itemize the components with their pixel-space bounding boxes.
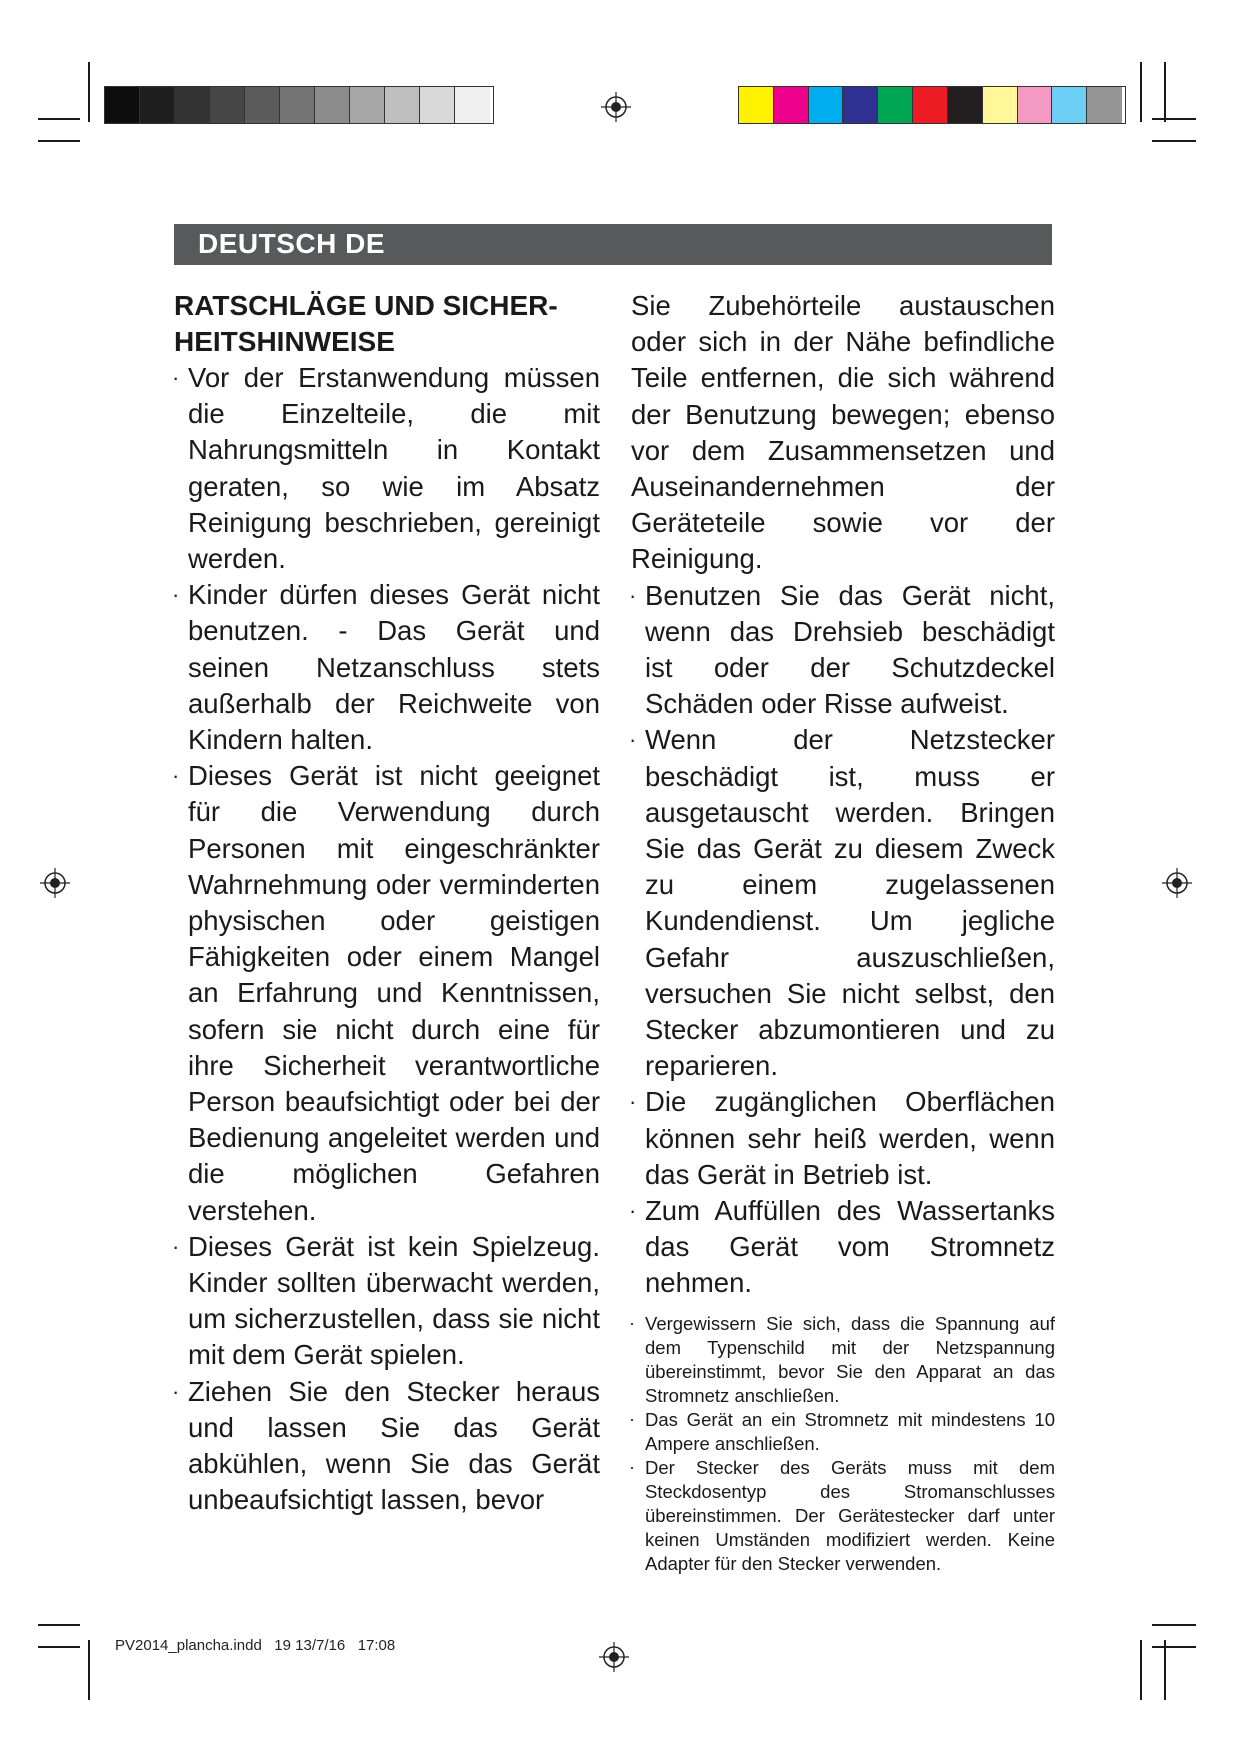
list-item: · Kinder dürfen dieses Gerät nicht benutzen. - Das Gerät und seinen Netzanschluss stets außerhalb der Reichweite von Kindern halten.	[174, 577, 600, 758]
section-title-line: HEITSHINWEISE	[174, 326, 395, 357]
color-swatch	[1052, 87, 1087, 123]
registration-mark-icon	[1162, 868, 1192, 898]
small-list-item: · Vergewissern Sie sich, dass die Spannung auf dem Typenschild mit der Netzspannung übereinstimmt, bevor Sie den Apparat an das Stromnetz anschließen.	[631, 1312, 1055, 1408]
registration-mark-icon	[40, 868, 70, 898]
color-swatch	[809, 87, 844, 123]
file-slug: PV2014_plancha.indd 19 13/7/16 17:08	[115, 1637, 396, 1654]
crop-mark	[1152, 140, 1196, 142]
section-title	[174, 288, 600, 360]
color-swatch	[983, 87, 1018, 123]
crop-mark	[1164, 1640, 1166, 1700]
right-column	[631, 288, 1055, 1576]
crop-mark	[1152, 1646, 1196, 1648]
color-swatch	[1018, 87, 1053, 123]
gray-calibration-bar	[104, 86, 494, 124]
list-item-continuation: Sie Zubehörteile austauschen oder sich in der Nähe befindliche Teile entfernen, die sich während der Benutzung bewegen; ebenso vor dem Zusammensetzen und Auseinandernehmen der Geräteteile sowie vor der Reinigung.	[631, 290, 1055, 575]
color-swatch	[350, 87, 385, 123]
list-item: · Zum Auffüllen des Wassertanks das Gerät vom Stromnetz nehmen.	[631, 1193, 1055, 1302]
crop-mark	[1140, 62, 1142, 122]
language-header-band	[174, 224, 1052, 265]
color-swatch	[455, 87, 490, 123]
color-swatch	[739, 87, 774, 123]
color-swatch	[420, 87, 455, 123]
color-swatch	[280, 87, 315, 123]
color-swatch	[140, 87, 175, 123]
color-swatch	[175, 87, 210, 123]
list-item: · Die zugänglichen Oberflächen können sehr heiß werden, wenn das Gerät in Betrieb ist.	[631, 1084, 1055, 1193]
color-swatch	[105, 87, 140, 123]
color-swatch	[245, 87, 280, 123]
crop-mark	[1164, 62, 1166, 122]
crop-mark	[1140, 1640, 1142, 1700]
color-swatch	[948, 87, 983, 123]
color-swatch	[843, 87, 878, 123]
registration-mark-icon	[599, 1642, 629, 1672]
crop-mark	[1152, 1624, 1196, 1626]
list-item: · Wenn der Netzstecker beschädigt ist, muss er ausgetauscht werden. Bringen Sie das Gerät zu diesem Zweck zu einem zugelassenen Kundendienst. Um jegliche Gefahr auszuschließen, versuchen Sie nicht selbst, den Stecker abzumontieren und zu reparieren.	[631, 722, 1055, 1084]
language-label: DEUTSCH DE	[198, 228, 386, 259]
color-swatch	[878, 87, 913, 123]
left-column	[174, 288, 600, 1519]
color-swatch	[1087, 87, 1122, 123]
section-title-line: RATSCHLÄGE UND SICHER-	[174, 290, 558, 321]
crop-mark	[1152, 118, 1196, 120]
registration-mark-icon	[601, 92, 631, 122]
list-item: · Benutzen Sie das Gerät nicht, wenn das Drehsieb beschädigt ist oder der Schutzdeckel Schäden oder Risse aufweist.	[631, 578, 1055, 723]
color-swatch	[315, 87, 350, 123]
list-item: · Dieses Gerät ist kein Spielzeug. Kinder sollten überwacht werden, um sicherzustellen, dass sie nicht mit dem Gerät spielen.	[174, 1229, 600, 1374]
color-calibration-bar	[738, 86, 1126, 124]
list-item: · Ziehen Sie den Stecker heraus und lassen Sie das Gerät abkühlen, wenn Sie das Gerät unbeaufsichtigt lassen, bevor	[174, 1374, 600, 1519]
list-item: · Vor der Erstanwendung müssen die Einzelteile, die mit Nahrungsmitteln in Kontakt geraten, so wie im Absatz Reinigung beschrieben, gereinigt werden.	[174, 360, 600, 577]
crop-mark	[88, 62, 90, 122]
crop-mark	[38, 1646, 80, 1648]
list-item: · Dieses Gerät ist nicht geeignet für die Verwendung durch Personen mit eingeschränkter Wahrnehmung oder verminderten physischen oder geistigen Fähigkeiten oder einem Mangel an Erfahrung und Kenntnissen, sofern sie nicht durch eine für ihre Sicherheit verantwortliche Person beaufsichtigt oder bei der Bedienung angeleitet werden und die möglichen Gefahren verstehen.	[174, 758, 600, 1229]
crop-mark	[38, 118, 80, 120]
color-swatch	[774, 87, 809, 123]
color-swatch	[913, 87, 948, 123]
small-list-item: · Der Stecker des Geräts muss mit dem Steckdosentyp des Stromanschlusses übereinstimmen. Der Gerätestecker darf unter keinen Umständen modifiziert werden. Keine Adapter für den Stecker verwenden.	[631, 1456, 1055, 1576]
small-list-item: · Das Gerät an ein Stromnetz mit mindestens 10 Ampere anschließen.	[631, 1408, 1055, 1456]
crop-mark	[38, 1624, 80, 1626]
crop-mark	[88, 1640, 90, 1700]
color-swatch	[385, 87, 420, 123]
color-swatch	[210, 87, 245, 123]
crop-mark	[38, 140, 80, 142]
